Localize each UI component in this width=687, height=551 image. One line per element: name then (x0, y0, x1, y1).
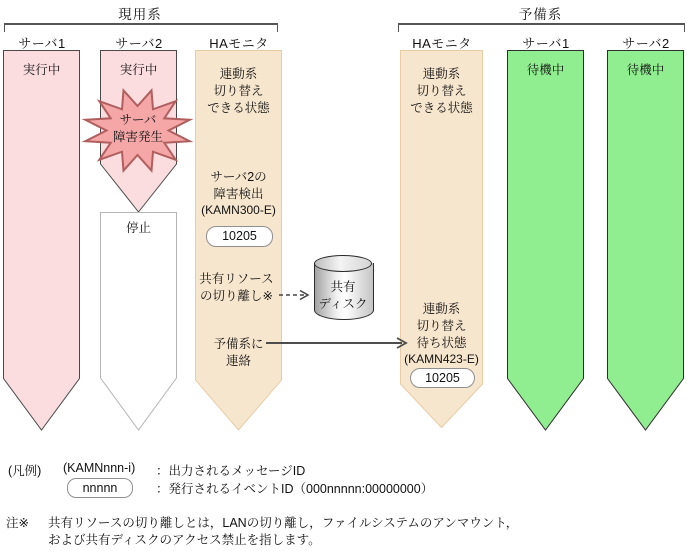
legend-event-sample-badge: nnnnn (67, 478, 133, 498)
active-server2-status: 実行中 (119, 63, 158, 77)
standby-server2-arrow-shape (608, 51, 684, 431)
active-server2-stopped-arrow-shape (101, 213, 177, 431)
server-failure-text: サーバ 障害発生 (112, 113, 163, 144)
active-ha-failure-detect: サーバ2の 障害検出 (210, 170, 267, 201)
standby-system-bracket (398, 23, 685, 32)
active-server1-arrow (3, 50, 80, 431)
legend-message-sample: (KAMNnnn-i) (63, 461, 136, 475)
active-server1-label: サーバ1 (18, 36, 66, 51)
standby-server2-label: サーバ2 (622, 36, 670, 51)
active-server1-status: 実行中 (22, 63, 61, 77)
active-ha-state-ready: 連動系 切り替え できる状態 (207, 67, 270, 115)
standby-system-title: 予備系 (518, 7, 563, 22)
standby-ha-monitor-label: HAモニタ (412, 36, 472, 51)
active-ha-monitor-label: HAモニタ (209, 36, 269, 51)
standby-server1-arrow-shape (508, 51, 584, 431)
standby-ha-state-wait: 連動系 切り替え 待ち状態 (416, 302, 467, 350)
legend-message-desc: ：出力されるメッセージID (156, 464, 306, 478)
active-server1-arrow-shape (4, 51, 80, 431)
active-ha-failure-detect-msgid: (KAMN300-E) (201, 203, 276, 217)
standby-server2-arrow (607, 50, 684, 431)
standby-ha-state-wait-msgid: (KAMN423-E) (404, 352, 479, 366)
legend-event-desc: ：発行されるイベントID（000nnnnn:00000000） (156, 482, 434, 496)
active-server2-label: サーバ2 (115, 36, 163, 51)
standby-ha-event-id-badge: 10205 (410, 368, 475, 388)
standby-server1-arrow (507, 50, 584, 431)
active-ha-notify-standby: 予備系に 連絡 (213, 337, 264, 368)
shared-disk-cylinder-top (314, 255, 372, 272)
shared-disk-label: 共有 ディスク (318, 280, 368, 311)
active-server2-stopped-status: 停止 (125, 221, 151, 235)
standby-ha-state-ready: 連動系 切り替え できる状態 (410, 67, 473, 115)
active-system-title: 現用系 (118, 7, 162, 22)
standby-server1-status: 待機中 (526, 63, 565, 77)
standby-server2-status: 待機中 (626, 63, 665, 77)
standby-server1-label: サーバ1 (522, 36, 570, 51)
active-server2-stopped-arrow (100, 212, 177, 431)
active-system-bracket (4, 23, 278, 32)
note-line1: 共有リソースの切り離しとは，LANの切り離し，ファイルシステムのアンマウント， (48, 516, 519, 530)
note-marker: 注※ (6, 516, 29, 530)
active-ha-resource-detach: 共有リソース の切り離し※ (199, 272, 274, 303)
active-ha-event-id-badge: 10205 (206, 226, 273, 247)
note-line2: および共有ディスクのアクセス禁止を指します。 (48, 533, 321, 547)
legend-title: (凡例) (8, 464, 42, 478)
